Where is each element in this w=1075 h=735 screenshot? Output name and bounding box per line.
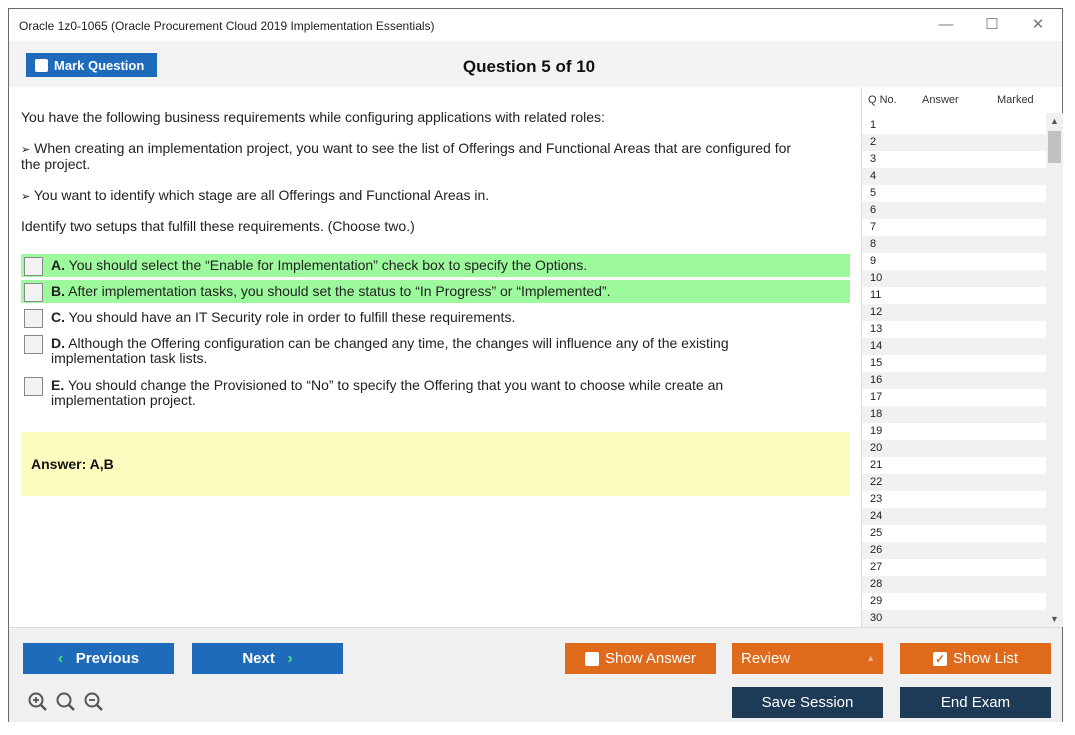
answer-header: Answer bbox=[922, 94, 959, 106]
question-list bbox=[861, 87, 1062, 627]
question-list-row[interactable]: 1 bbox=[862, 117, 1046, 134]
question-content bbox=[9, 87, 861, 627]
question-list-row[interactable]: 7 bbox=[862, 219, 1046, 236]
question-list-row[interactable]: 23 bbox=[862, 491, 1046, 508]
option-checkbox[interactable] bbox=[24, 257, 43, 276]
option-checkbox[interactable] bbox=[24, 377, 43, 396]
question-list-row[interactable]: 22 bbox=[862, 474, 1046, 491]
requirement-bullet-1-cont: the project. bbox=[21, 156, 91, 172]
review-dropdown[interactable]: Review ▲ bbox=[732, 643, 883, 674]
option-checkbox[interactable] bbox=[24, 309, 43, 328]
chevron-left-icon: ‹ bbox=[57, 649, 64, 667]
zoom-out-icon[interactable] bbox=[83, 691, 105, 713]
question-list-row[interactable]: 17 bbox=[862, 389, 1046, 406]
question-list-row[interactable]: 30 bbox=[862, 610, 1046, 627]
show-list-button[interactable]: ✓ Show List bbox=[900, 643, 1051, 674]
title-bar bbox=[9, 9, 1062, 41]
question-list-row[interactable]: 28 bbox=[862, 576, 1046, 593]
question-list-row[interactable]: 14 bbox=[862, 338, 1046, 355]
window-title: Oracle 1z0-1065 (Oracle Procurement Cloud 2019 Implementation Essentials) bbox=[19, 19, 435, 33]
dropdown-arrow-icon: ▲ bbox=[866, 653, 875, 663]
maximize-button[interactable]: ☐ bbox=[985, 16, 999, 33]
question-list-row[interactable]: 9 bbox=[862, 253, 1046, 270]
qno-header: Q No. bbox=[868, 94, 897, 106]
question-prompt: Identify two setups that fulfill these requirements. (Choose two.) bbox=[21, 218, 415, 234]
minimize-button[interactable]: — bbox=[938, 16, 954, 33]
question-list-row[interactable]: 2 bbox=[862, 134, 1046, 151]
app-window bbox=[8, 8, 1063, 722]
question-list-row[interactable]: 19 bbox=[862, 423, 1046, 440]
option-b[interactable]: B. After implementation tasks, you should set the status to “In Progress” or “Implemented”. bbox=[21, 280, 850, 303]
question-list-row[interactable]: 6 bbox=[862, 202, 1046, 219]
question-title: Question 5 of 10 bbox=[462, 57, 596, 76]
question-list-row[interactable]: 12 bbox=[862, 304, 1046, 321]
question-list-row[interactable]: 3 bbox=[862, 151, 1046, 168]
requirement-bullet-1: ➢ When creating an implementation project, you want to see the list of Offerings and Functional Areas that are configured for bbox=[21, 140, 792, 156]
previous-button[interactable]: ‹ Previous bbox=[23, 643, 174, 674]
mark-question-label: Mark Question bbox=[54, 57, 145, 73]
scroll-thumb[interactable] bbox=[1048, 131, 1061, 163]
question-list-row[interactable]: 11 bbox=[862, 287, 1046, 304]
question-list-row[interactable]: 25 bbox=[862, 525, 1046, 542]
requirement-bullet-2: ➢ You want to identify which stage are all Offerings and Functional Areas in. bbox=[21, 187, 490, 203]
checked-checkbox-icon: ✓ bbox=[934, 651, 945, 666]
end-exam-button[interactable]: End Exam bbox=[900, 687, 1051, 718]
question-list-row[interactable]: 26 bbox=[862, 542, 1046, 559]
question-list-rows bbox=[862, 117, 1046, 627]
question-header bbox=[9, 41, 1062, 87]
option-d[interactable]: D. Although the Offering configuration can be changed any time, the changes will influence any of the existing implementation task lists. bbox=[21, 332, 850, 370]
question-list-row[interactable]: 16 bbox=[862, 372, 1046, 389]
question-list-row[interactable]: 18 bbox=[862, 406, 1046, 423]
question-list-header bbox=[862, 87, 1063, 113]
next-button[interactable]: Next › bbox=[192, 643, 343, 674]
answer-panel bbox=[21, 432, 850, 496]
question-list-row[interactable]: 4 bbox=[862, 168, 1046, 185]
question-list-row[interactable]: 29 bbox=[862, 593, 1046, 610]
option-e[interactable]: E. You should change the Provisioned to “No” to specify the Offering that you want to choose while create an implementation project. bbox=[21, 374, 850, 412]
option-a[interactable]: A. You should select the “Enable for Implementation” check box to specify the Options. bbox=[21, 254, 850, 277]
question-list-row[interactable]: 5 bbox=[862, 185, 1046, 202]
save-session-button[interactable]: Save Session bbox=[732, 687, 883, 718]
question-list-row[interactable]: 8 bbox=[862, 236, 1046, 253]
answer-text: Answer: A,B bbox=[31, 456, 114, 472]
footer-bar bbox=[9, 627, 1062, 722]
marked-header: Marked bbox=[997, 94, 1034, 106]
bullet-arrow-icon: ➢ bbox=[21, 144, 31, 156]
option-c[interactable]: C. You should have an IT Security role in order to fulfill these requirements. bbox=[21, 306, 850, 329]
question-list-row[interactable]: 10 bbox=[862, 270, 1046, 287]
show-answer-button[interactable]: Show Answer bbox=[565, 643, 716, 674]
bullet-arrow-icon: ➢ bbox=[21, 191, 31, 203]
chevron-right-icon: › bbox=[287, 649, 293, 667]
zoom-in-icon[interactable] bbox=[27, 691, 49, 713]
question-intro: You have the following business requirements while configuring applications with related roles: bbox=[21, 109, 605, 125]
close-button[interactable]: ✕ bbox=[1031, 16, 1045, 33]
zoom-reset-icon[interactable] bbox=[55, 691, 77, 713]
question-list-row[interactable]: 24 bbox=[862, 508, 1046, 525]
option-checkbox[interactable] bbox=[24, 283, 43, 302]
question-list-row[interactable]: 21 bbox=[862, 457, 1046, 474]
question-list-row[interactable]: 27 bbox=[862, 559, 1046, 576]
question-list-scrollbar[interactable] bbox=[1046, 113, 1063, 627]
scroll-down-icon[interactable]: ▼ bbox=[1050, 614, 1059, 624]
scroll-up-icon[interactable]: ▲ bbox=[1050, 116, 1059, 126]
question-list-row[interactable]: 15 bbox=[862, 355, 1046, 372]
question-list-row[interactable]: 20 bbox=[862, 440, 1046, 457]
question-list-row[interactable]: 13 bbox=[862, 321, 1046, 338]
option-checkbox[interactable] bbox=[24, 335, 43, 354]
checkbox-icon bbox=[585, 652, 599, 666]
